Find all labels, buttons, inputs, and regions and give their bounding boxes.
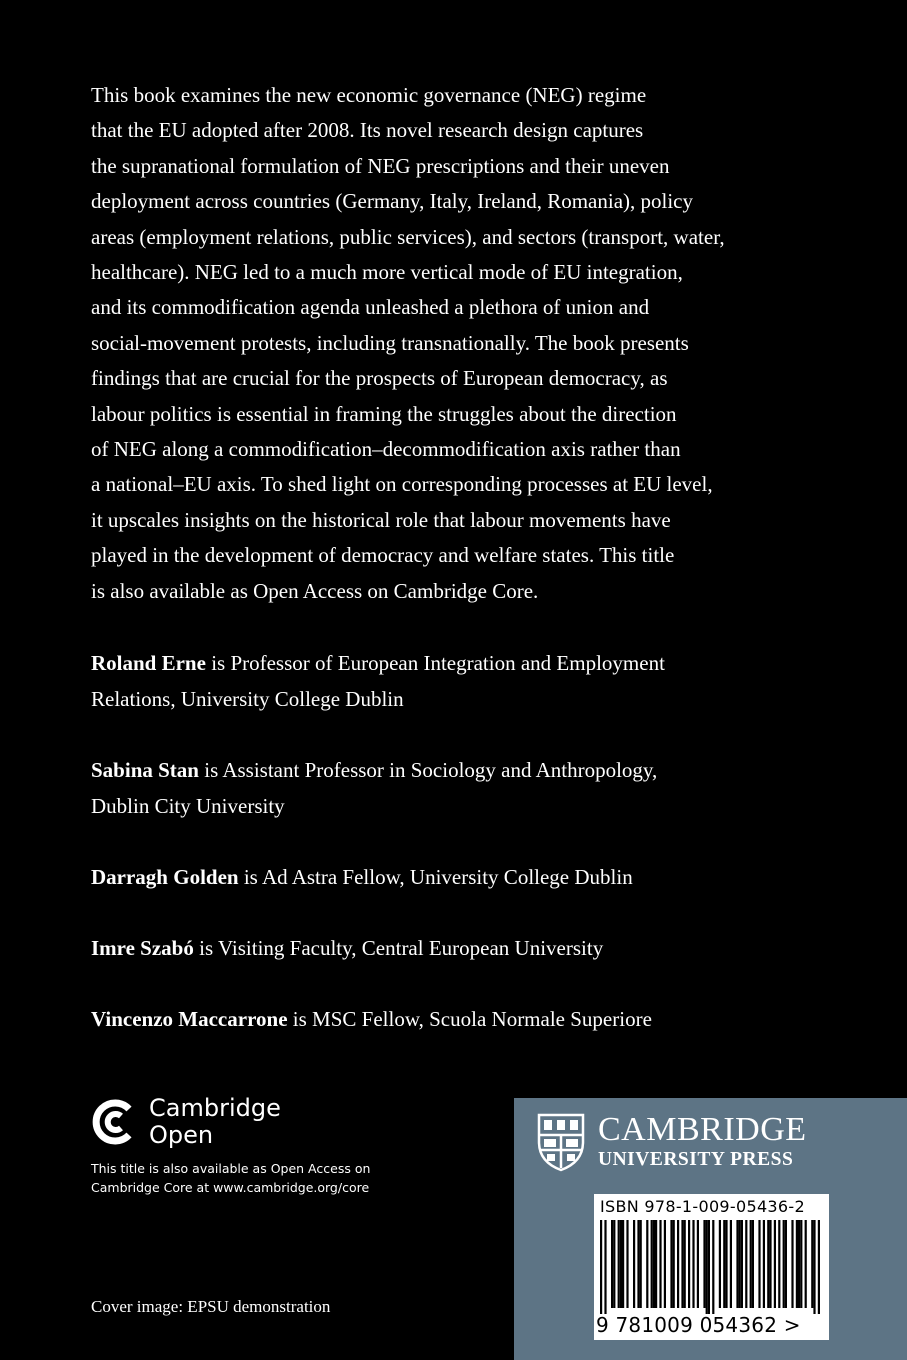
description-line: it upscales insights on the historical role that labour movements have <box>91 507 671 532</box>
barcode-bar <box>653 1220 655 1308</box>
barcode-bar <box>796 1220 798 1308</box>
barcode-bar <box>739 1220 741 1308</box>
barcode-bar <box>688 1220 690 1308</box>
barcode-bar <box>613 1220 615 1308</box>
barcode-bar <box>708 1220 710 1314</box>
description-line: of NEG along a commodification–decommodification axis rather than <box>91 437 681 462</box>
barcode-bar <box>618 1220 620 1308</box>
author-role: is Visiting Faculty, Central European University <box>193 936 604 960</box>
barcode-bar <box>646 1220 648 1308</box>
author-name: Sabina Stan <box>91 758 199 782</box>
barcode-bar <box>697 1220 699 1308</box>
barcode-bar <box>778 1220 780 1308</box>
barcode-bar <box>774 1220 776 1308</box>
author-affiliation: Dublin City University <box>91 793 285 818</box>
description-line: and its commodification agenda unleashed a plethora of union and <box>91 295 650 320</box>
barcode-bar <box>684 1220 686 1308</box>
publisher-name-line2: UNIVERSITY PRESS <box>598 1149 794 1170</box>
author-name: Roland Erne <box>91 651 206 675</box>
barcode-bar <box>719 1220 721 1308</box>
note-line: Cambridge Core at www.cambridge.org/core <box>91 1180 370 1195</box>
description-line: This book examines the new economic governance (NEG) regime <box>91 83 647 107</box>
description-line: is also available as Open Access on Cambridge Core. <box>91 578 539 603</box>
barcode-bar <box>664 1220 666 1308</box>
barcode-bar <box>681 1220 683 1308</box>
book-description <box>91 78 791 609</box>
barcode-bar <box>752 1220 754 1308</box>
barcode-bar <box>677 1220 679 1308</box>
author-bio-imre-szabo <box>91 931 811 967</box>
barcode-bar <box>723 1220 725 1308</box>
author-bio-darragh-golden <box>91 860 811 896</box>
author-name: Vincenzo Maccarrone <box>91 1007 288 1031</box>
author-bio-roland-erne <box>91 646 811 717</box>
author-bio-sabina-stan <box>91 753 811 824</box>
description-line: that the EU adopted after 2008. Its novel research design captures <box>91 118 644 143</box>
note-line: This title is also available as Open Access on <box>91 1161 371 1176</box>
barcode-bar <box>791 1220 793 1308</box>
isbn-label: ISBN 978-1-009-05436-2 <box>600 1197 805 1216</box>
author-name: Imre Szabó <box>91 936 194 960</box>
publisher-panel <box>514 1098 907 1360</box>
barcode-bar <box>673 1220 675 1308</box>
barcode-bar <box>670 1220 672 1308</box>
description-line: deployment across countries (Germany, Italy, Ireland, Romania), policy <box>91 189 693 214</box>
cambridge-open-logo-icon <box>91 1099 137 1145</box>
description-line: findings that are crucial for the prospects of European democracy, as <box>91 366 668 391</box>
barcode-bar <box>651 1220 653 1308</box>
description-line: played in the development of democracy and welfare states. This title <box>91 543 675 568</box>
author-role: is Ad Astra Fellow, University College Dublin <box>238 865 633 889</box>
cambridge-open-wordmark <box>149 1095 281 1149</box>
barcode-bar <box>611 1220 613 1308</box>
author-bio-line <box>91 931 811 967</box>
wordmark-line: Cambridge <box>149 1094 281 1122</box>
description-line: the supranational formulation of NEG prescriptions and their uneven <box>91 153 670 178</box>
barcode-bar <box>769 1220 771 1308</box>
author-affiliation: Relations, University College Dublin <box>91 686 404 711</box>
barcode-bar <box>659 1220 661 1308</box>
description-line: areas (employment relations, public services), and sectors (transport, water, <box>91 224 725 249</box>
barcode-bar <box>811 1220 813 1308</box>
barcode-bar <box>818 1220 820 1314</box>
barcode-bar <box>712 1220 714 1314</box>
barcode-bar <box>604 1220 606 1314</box>
barcode-bar <box>692 1220 694 1308</box>
barcode-icon <box>600 1220 823 1314</box>
barcode-bar <box>813 1220 815 1314</box>
author-bio-line <box>91 753 811 789</box>
description-line: labour politics is essential in framing the struggles about the direction <box>91 401 677 426</box>
barcode-bar <box>706 1220 708 1314</box>
barcode-bar <box>758 1220 760 1308</box>
barcode-bar <box>703 1220 705 1308</box>
barcode-bar <box>600 1220 602 1314</box>
barcode-bar <box>736 1220 738 1308</box>
author-role: is MSC Fellow, Scuola Normale Superiore <box>287 1007 652 1031</box>
barcode-bar <box>655 1220 657 1308</box>
barcode-bar <box>798 1220 800 1308</box>
barcode-bar <box>785 1220 787 1308</box>
barcode-bar <box>626 1220 628 1308</box>
barcode-bar <box>730 1220 732 1308</box>
barcode-bar <box>725 1220 727 1308</box>
author-bio-line <box>91 1002 811 1038</box>
author-bio-line <box>91 646 811 682</box>
barcode-bar <box>800 1220 802 1308</box>
isbn-barcode-box <box>594 1194 829 1340</box>
author-bio-line <box>91 860 811 896</box>
description-line: social-movement protests, including transnationally. The book presents <box>91 330 689 355</box>
open-access-note <box>91 1159 370 1197</box>
barcode-bar <box>783 1220 785 1308</box>
barcode-bar <box>745 1220 747 1308</box>
isbn-barcode-digits: 9 781009 054362 > <box>596 1313 801 1337</box>
barcode-bar <box>767 1220 769 1308</box>
barcode-bar <box>622 1220 624 1308</box>
cover-image-credit: Cover image: EPSU demonstration <box>91 1297 331 1316</box>
barcode-bar <box>620 1220 622 1308</box>
description-line: healthcare). NEG led to a much more vertical mode of EU integration, <box>91 260 683 285</box>
cambridge-crest-icon <box>536 1112 586 1172</box>
barcode-bar <box>750 1220 752 1308</box>
author-role: is Assistant Professor in Sociology and Anthropology, <box>198 758 658 782</box>
description-line: a national–EU axis. To shed light on corresponding processes at EU level, <box>91 472 713 497</box>
barcode-bar <box>805 1220 807 1308</box>
author-role: is Professor of European Integration and Employment <box>205 651 665 675</box>
barcode-bar <box>640 1220 642 1308</box>
author-bio-vincenzo-maccarrone <box>91 1002 811 1038</box>
publisher-name-line1: CAMBRIDGE <box>598 1111 807 1148</box>
publisher-name <box>598 1112 807 1172</box>
barcode-bar <box>633 1220 635 1308</box>
barcode-bar <box>637 1220 639 1308</box>
barcode-bar <box>741 1220 743 1308</box>
barcode-bar <box>763 1220 765 1308</box>
wordmark-line: Open <box>149 1121 214 1149</box>
author-name: Darragh Golden <box>91 865 239 889</box>
